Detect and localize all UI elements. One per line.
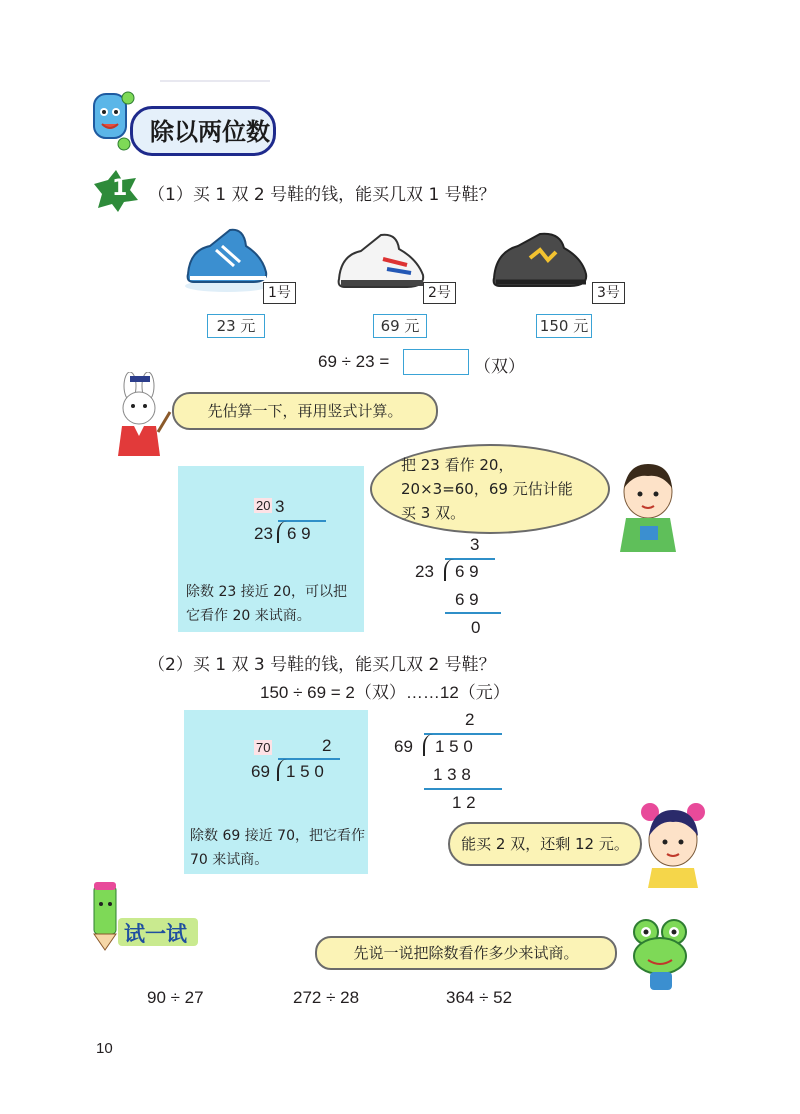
size-label-3: 3号 xyxy=(592,282,625,304)
shoe-size3-image xyxy=(490,228,590,296)
girl-speech-bubble xyxy=(448,822,642,866)
div1-dividend: 6 9 xyxy=(455,562,479,581)
frog-character-icon xyxy=(628,918,694,992)
size-label-2: 2号 xyxy=(423,282,456,304)
panel2-note: 除数 69 接近 70，把它看作 70 来试商。 xyxy=(190,828,365,868)
answer-box[interactable] xyxy=(403,349,469,375)
boy-bubble-text: 把 23 看作 20，20×3=60，69 元估计能买 3 双。 xyxy=(401,456,573,522)
price-tag-2: 69 元 xyxy=(373,314,427,338)
price-tag-1: 23 元 xyxy=(207,314,265,338)
decorative-line xyxy=(160,80,270,82)
rabbit-bubble-text: 先估算一下，再用竖式计算。 xyxy=(207,402,403,420)
equation-1-unit: （双） xyxy=(474,357,525,377)
shoe-size2-image xyxy=(335,225,430,297)
div2-dividend: 1 5 0 xyxy=(435,737,473,756)
example-number: 1 xyxy=(112,176,128,201)
page-number: 10 xyxy=(96,1040,113,1057)
panel2-dividend: 1 5 0 xyxy=(286,762,324,781)
div2-remainder: 1 2 xyxy=(452,793,476,812)
size-label-1: 1号 xyxy=(263,282,296,304)
frog-speech-bubble xyxy=(315,936,617,970)
exercise-2: 272 ÷ 28 xyxy=(293,988,360,1007)
div2-bracket xyxy=(423,734,435,756)
girl-character-icon xyxy=(636,796,710,888)
panel1-note: 除数 23 接近 20，可以把它看作 20 来试商。 xyxy=(186,584,347,624)
panel1-divisor: 23 xyxy=(254,524,273,543)
div1-divisor: 23 xyxy=(415,562,434,581)
boy-speech-bubble xyxy=(370,444,610,534)
div1-remainder: 0 xyxy=(471,618,481,637)
price-tag-3: 150 元 xyxy=(536,314,592,338)
section-title: 除以两位数 xyxy=(150,118,270,146)
equation-1: 69 ÷ 23 = xyxy=(318,352,390,371)
div2-product: 1 3 8 xyxy=(433,765,471,784)
try-label: 试一试 xyxy=(124,922,187,946)
question-2: （2）买 1 双 3 号鞋的钱，能买几双 2 号鞋？ xyxy=(148,655,496,675)
panel1-quotient: 3 xyxy=(275,497,285,516)
div2-quotient: 2 xyxy=(465,710,475,729)
equation-2: 150 ÷ 69 = 2（双）……12（元） xyxy=(260,683,510,702)
shoe-size1-image xyxy=(182,220,272,296)
panel2-estimate: 70 xyxy=(256,740,271,755)
exercise-1: 90 ÷ 27 xyxy=(147,988,204,1007)
div1-product: 6 9 xyxy=(455,590,479,609)
div2-divisor: 69 xyxy=(394,737,413,756)
frog-bubble-text: 先说一说把除数看作多少来试商。 xyxy=(353,944,579,962)
panel2-quotient: 2 xyxy=(322,736,332,755)
rabbit-teacher-icon xyxy=(108,372,174,464)
div2-subtraction-line xyxy=(424,788,502,790)
exercise-3: 364 ÷ 52 xyxy=(446,988,513,1007)
boy-character-icon xyxy=(612,458,684,554)
question-1: （1）买 1 双 2 号鞋的钱，能买几双 1 号鞋？ xyxy=(148,185,496,205)
panel1-dividend: 6 9 xyxy=(287,524,311,543)
div1-subtraction-line xyxy=(445,612,501,614)
div2-bar xyxy=(424,733,502,735)
girl-bubble-text: 能买 2 双，还剩 12 元。 xyxy=(461,835,629,853)
panel1-estimate: 20 xyxy=(256,498,271,513)
rabbit-speech-bubble xyxy=(172,392,438,430)
panel2-divisor: 69 xyxy=(251,762,270,781)
div1-quotient: 3 xyxy=(470,535,480,554)
